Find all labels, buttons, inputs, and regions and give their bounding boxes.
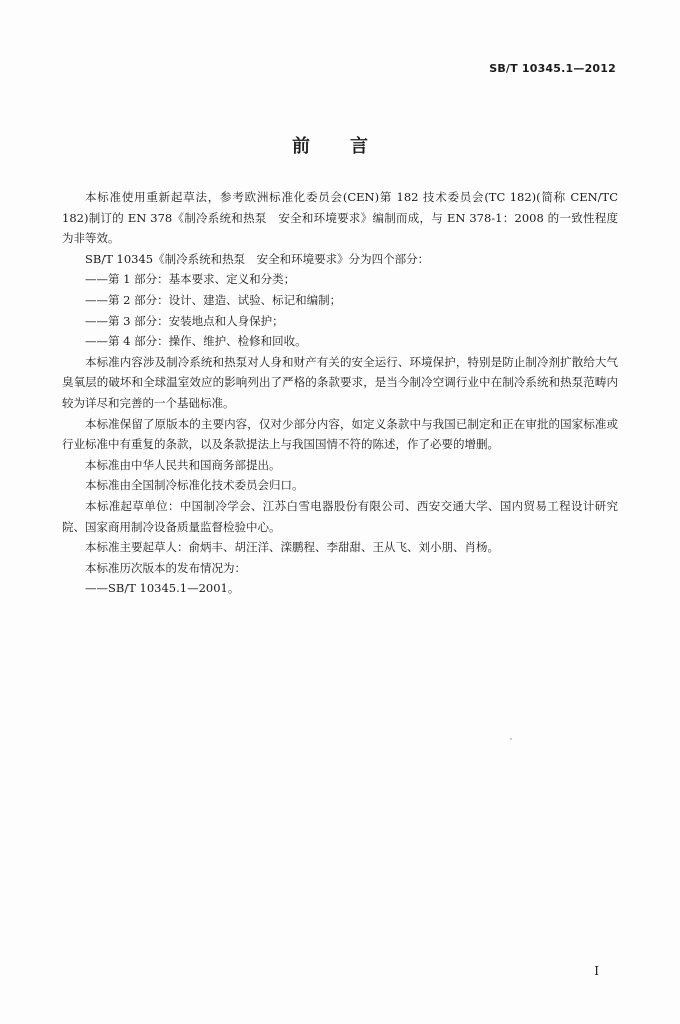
- paragraph-history-intro: 本标准历次版本的发布情况为：: [85, 560, 246, 575]
- paragraph-parts-intro: SB/T 10345《制冷系统和热泵 安全和环境要求》分为四个部分：: [85, 251, 430, 266]
- list-item-part-2: ——第 2 部分：设计、建造、试验、标记和编制；: [85, 292, 342, 307]
- paragraph-adoption-method: 本标准使用重新起草法，参考欧洲标准化委员会(CEN)第 182 技术委员会(TC 182)(简称 CEN/TC 182)制订的 EN 378《制冷系统和热泵 安全和环境要求》编制而成，与 EN 378-1：2008 的一致性程度为非等效。: [62, 190, 618, 246]
- paragraph-scope: 本标准内容涉及制冷系统和热泵对人身和财产有关的安全运行、环境保护，特别是防止制冷剂扩散给大气臭氧层的破坏和全球温室效应的影响列出了严格的条款要求，是当今制冷空调行业中在制冷系统和热泵范畴内较为详尽和完善的一个基础标准。: [62, 354, 618, 410]
- list-item-previous-edition: ——SB/T 10345.1—2001。: [85, 581, 240, 596]
- paragraph-drafting-units: 本标准起草单位：中国制冷学会、江苏白雪电器股份有限公司、西安交通大学、国内贸易工程设计研究院、国家商用制冷设备质量监督检验中心。: [62, 498, 618, 534]
- paragraph-responsible-body: 本标准由全国制冷标准化技术委员会归口。: [85, 478, 304, 493]
- list-item-part-4: ——第 4 部分：操作、维护、检修和回收。: [85, 334, 307, 349]
- page-number: I: [594, 964, 599, 978]
- paragraph-changes: 本标准保留了原版本的主要内容，仅对少部分内容，如定义条款中与我国已制定和正在审批的国家标准或行业标准中有重复的条款，以及条款提法上与我国国情不符的陈述，作了必要的增删。: [62, 416, 618, 452]
- list-item-part-3: ——第 3 部分：安装地点和人身保护；: [85, 313, 284, 328]
- section-title: 前言: [292, 136, 408, 157]
- scan-speck: [510, 738, 512, 740]
- document-code: SB/T 10345.1—2012: [489, 62, 616, 75]
- paragraph-drafters: 本标准主要起草人：俞炳丰、胡汪洋、滦鹏程、李甜甜、王从飞、刘小朋、肖杨。: [85, 540, 499, 555]
- foreword-body: [62, 187, 618, 599]
- list-item-part-1: ——第 1 部分：基本要求、定义和分类；: [85, 272, 296, 287]
- paragraph-proposer: 本标准由中华人民共和国商务部提出。: [85, 457, 281, 472]
